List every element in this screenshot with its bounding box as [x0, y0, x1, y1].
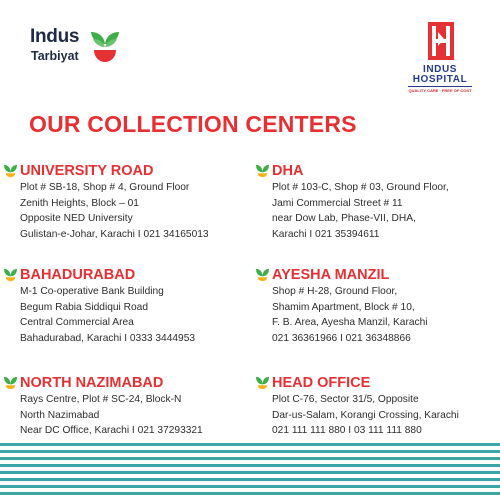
center-address-line: Shop # H-28, Ground Floor, [272, 286, 398, 297]
center-address-line: 021 36361966 I 021 36348866 [272, 332, 411, 344]
center-name: BAHADURABAD [20, 267, 136, 283]
center-dha [271, 163, 500, 242]
center-head-office [271, 375, 500, 439]
sprout-icon [256, 376, 269, 389]
logo-text-indus-hospital-2: HOSPITAL [412, 74, 468, 85]
page-title: OUR COLLECTION CENTERS [29, 111, 357, 137]
center-address-line: F. B. Area, Ayesha Manzil, Karachi [272, 317, 428, 328]
center-address-line: 021 111 111 880 I 03 111 111 880 [272, 425, 422, 436]
center-address-line: Opposite NED University [20, 213, 133, 224]
decorative-stripes [0, 443, 500, 500]
center-north-nazimabad [19, 375, 259, 439]
center-address-line: Near DC Office, Karachi I 021 37293321 [20, 425, 203, 436]
sprout-icon [256, 164, 269, 177]
center-address-line: Plot # SB-18, Shop # 4, Ground Floor [20, 182, 190, 193]
center-address-line: Zenith Heights, Block – 01 [20, 197, 139, 209]
sprout-icon [4, 268, 17, 281]
sprout-icon [90, 28, 120, 64]
center-bahadurabad [19, 267, 259, 346]
center-address-line: Plot C-76, Sector 31/5, Opposite [272, 394, 419, 405]
logo-divider [408, 86, 472, 87]
sprout-icon [4, 376, 17, 389]
hospital-mark-icon [428, 22, 454, 68]
center-address-line: Bahadurabad, Karachi I 0333 3444953 [20, 332, 196, 344]
center-address-line: near Dow Lab, Phase-VII, DHA, [272, 213, 416, 224]
center-name: NORTH NAZIMABAD [20, 375, 164, 391]
center-address-line: Jami Commercial Street # 11 [272, 197, 403, 209]
indus-hospital-logo [402, 22, 478, 98]
center-address-line: M-1 Co-operative Bank Building [20, 286, 164, 297]
center-address-line: Karachi I 021 35394611 [272, 228, 380, 240]
center-university-road [19, 163, 259, 242]
center-name: AYESHA MANZIL [272, 267, 390, 283]
center-address-line: Central Commercial Area [20, 317, 134, 328]
center-name: UNIVERSITY ROAD [20, 163, 154, 179]
center-address-line: North Nazimabad [20, 409, 100, 421]
logo-text-indus: Indus [30, 26, 80, 47]
center-name: HEAD OFFICE [272, 375, 371, 391]
logo-text-indus-hospital-1: INDUS [422, 64, 458, 75]
center-address-line: Dar-us-Salam, Korangi Crossing, Karachi [272, 409, 459, 421]
logo-text-tarbiyat: Tarbiyat [31, 49, 79, 63]
center-address-line: Rays Centre, Plot # SC-24, Block-N [20, 394, 182, 405]
sprout-icon [4, 164, 17, 177]
center-ayesha-manzil [271, 267, 500, 346]
center-name: DHA [272, 163, 304, 179]
center-address-line: Plot # 103-C, Shop # 03, Ground Floor, [272, 182, 449, 193]
sprout-icon [256, 268, 269, 281]
center-address-line: Gulistan-e-Johar, Karachi I 021 34165013 [20, 228, 209, 240]
center-address-line: Shamim Apartment, Block # 10, [272, 301, 415, 313]
center-address-line: Begum Rabia Siddiqui Road [20, 301, 148, 313]
logo-tagline: QUALITY CARE · FREE OF COST [408, 88, 472, 93]
